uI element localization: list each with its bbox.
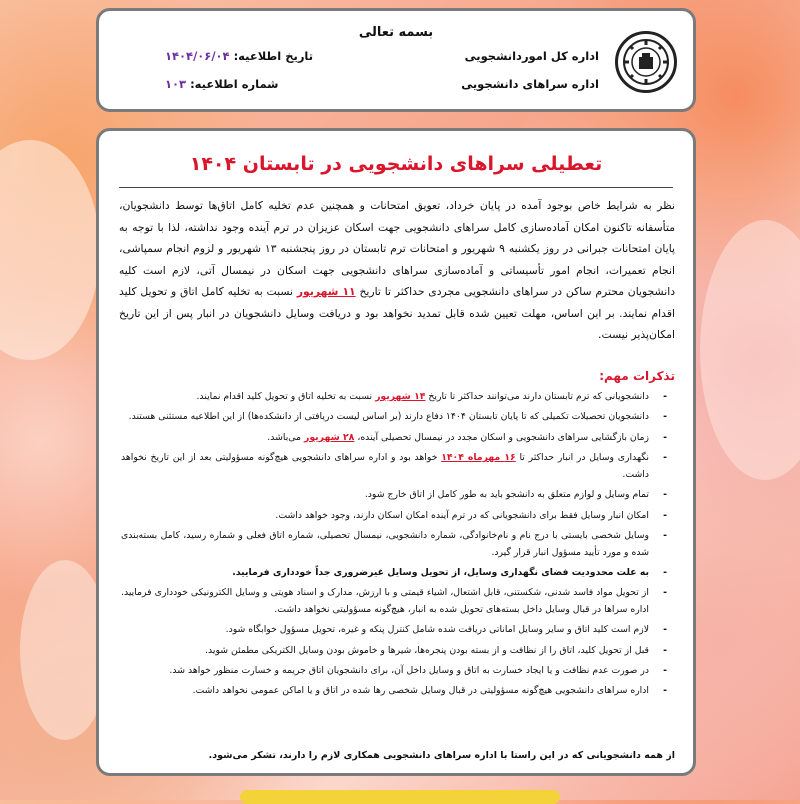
list-item: - به علت محدودیت فضای نگهداری وسایل، از تحویل وسایل غیرضروری جداً خودداری فرمایید. — [121, 565, 669, 582]
list-item: - امکان انبار وسایل فقط برای دانشجویانی که در ترم آینده امکان اسکان دارند، وجود خواهد داشت. — [121, 508, 669, 525]
university-logo — [615, 31, 677, 93]
notice-date — [165, 49, 313, 63]
number-label: شماره اطلاعیه: — [190, 77, 279, 91]
background-swirl — [0, 140, 100, 360]
list-item: - زمان بازگشایی سراهای دانشجویی و اسکان مجدد در نیمسال تحصیلی آینده، ۲۸ شهریور می‌باشد. — [121, 430, 669, 447]
list-item: - نگهداری وسایل در انبار حداکثر تا ۱۶ مهرماه ۱۴۰۴ خواهد بود و اداره سراهای دانشجویی هیچ‌گونه مسؤولیتی بعد از این تاریخ نخواهد داشت. — [121, 450, 669, 483]
list-item: - قبل از تحویل کلید، اتاق را از نظافت و از بسته بودن پنجره‌ها، شیرها و خاموش بودن وسایل الکتریکی مطمئن شوید. — [121, 643, 669, 660]
date-highlight: ۱۴ شهریور — [375, 391, 426, 402]
notice-number — [165, 77, 278, 91]
list-item: - در صورت عدم نظافت و یا ایجاد خسارت به اتاق و وسایل داخل آن، برای دانشجویان اتاق جریمه و خسارت منظور خواهد شد. — [121, 663, 669, 680]
list-item: - دانشجویانی که ترم تابستان دارند می‌توانند حداکثر تا تاریخ ۱۴ شهریور نسبت به تخلیه اتاق و تحویل کلید اقدام نمایند. — [121, 389, 669, 406]
date-highlight: ۱۶ مهرماه ۱۴۰۴ — [441, 452, 516, 464]
bismillah: بسمه تعالی — [358, 25, 434, 40]
bottom-decoration — [240, 790, 560, 804]
list-item: - اداره سراهای دانشجویی هیچ‌گونه مسؤولیتی در قبال وسایل شخصی رها شده در اتاق و یا اماکن عمومی نخواهد داشت. — [121, 683, 669, 700]
notes-list — [121, 389, 669, 704]
date-value: ۱۴۰۴/۰۶/۰۴ — [165, 49, 230, 63]
date-label: تاریخ اطلاعیه: — [233, 49, 314, 63]
header-card — [96, 8, 696, 112]
list-item: - تمام وسایل و لوازم متعلق به دانشجو باید به طور کامل از اتاق خارج شود. — [121, 487, 669, 504]
list-item: - دانشجویان تحصیلات تکمیلی که تا پایان تابستان ۱۴۰۴ دفاع دارند (بر اساس لیست دریافتی از دانشکده‌ها) از این اطلاعیه مستثنی هستند. — [121, 409, 669, 426]
notes-heading: تذکرات مهم: — [599, 369, 675, 383]
title-divider — [119, 187, 673, 188]
number-value: ۱۰۳ — [165, 77, 187, 91]
deadline-highlight: ۱۱ شهریور — [296, 285, 356, 298]
closing-line: از همه دانشجویانی که در این راستا با اداره سراهای دانشجویی همکاری لازم را دارند، تشکر می‌شود. — [208, 750, 675, 761]
notice-title: تعطیلی سراهای دانشجویی در تابستان ۱۴۰۴ — [189, 153, 603, 175]
date-highlight: ۲۸ شهریور — [304, 431, 355, 443]
org-name: اداره کل اموردانشجویی — [464, 49, 599, 63]
list-item: - لازم است کلید اتاق و سایر وسایل اماناتی دریافت شده شامل کنترل پنکه و غیره، تحویل مسؤول خوابگاه شود. — [121, 622, 669, 639]
office-name: اداره سراهای دانشجویی — [461, 77, 599, 91]
background-swirl — [700, 220, 800, 480]
list-item: - از تحویل مواد فاسد شدنی، شکستنی، قابل اشتعال، اشیاء قیمتی و با ارزش، مدارک و اسناد هویتی و وسایل الکترونیکی خودداری فرمایید. اداره سراها در قبال وسایل داخل بسته‌های تحویل شده به انبار، هیچ‌گونه مسؤولیتی نخواهد داشت. — [121, 585, 669, 618]
list-item: - وسایل شخصی بایستی با درج نام و نام‌خانوادگی، شماره دانشجویی، نیمسال تحصیلی، شماره اتاق فعلی و شماره رسید، کامل بسته‌بندی شده و مورد تأیید مسؤول انبار قرار گیرد. — [121, 528, 669, 561]
notice-card — [96, 128, 696, 776]
intro-paragraph: نظر به شرایط خاص بوجود آمده در پایان خرداد، تعویق امتحانات و همچنین عدم تخلیه کامل اتاق‌ها توسط دانشجویان، متأسفانه تاکنون امکان آماده‌سازی کامل سراهای دانشجویی جهت اسکان عزیزان در ترم آینده وجود نداشته، لذا با توجه به پایان امتحانات جبرانی در روز یکشنبه ۹ شهریور و امتحانات ترم تابستان در روز پنجشنبه ۱۳ شهریور و لزوم انجام سمپاشی، انجام تعمیرات، انجام امور تأسیساتی و آماده‌سازی سراهای دانشجویی جهت اسکان در نیمسال آتی، لازم است کلیه دانشجویان محترم ساکن در سراهای دانشجویی مجردی حداکثر تا تاریخ ۱۱ شهریور نسبت به تخلیه کامل اتاق و تحویل کلید اقدام نمایند. بر این اساس، مهلت تعیین شده قابل تمدید نخواهد بود و دریافت وسایل دانشجویان در انبار پس از این تاریخ امکان‌پذیر نیست. — [119, 199, 676, 341]
university-emblem-icon — [621, 37, 671, 87]
